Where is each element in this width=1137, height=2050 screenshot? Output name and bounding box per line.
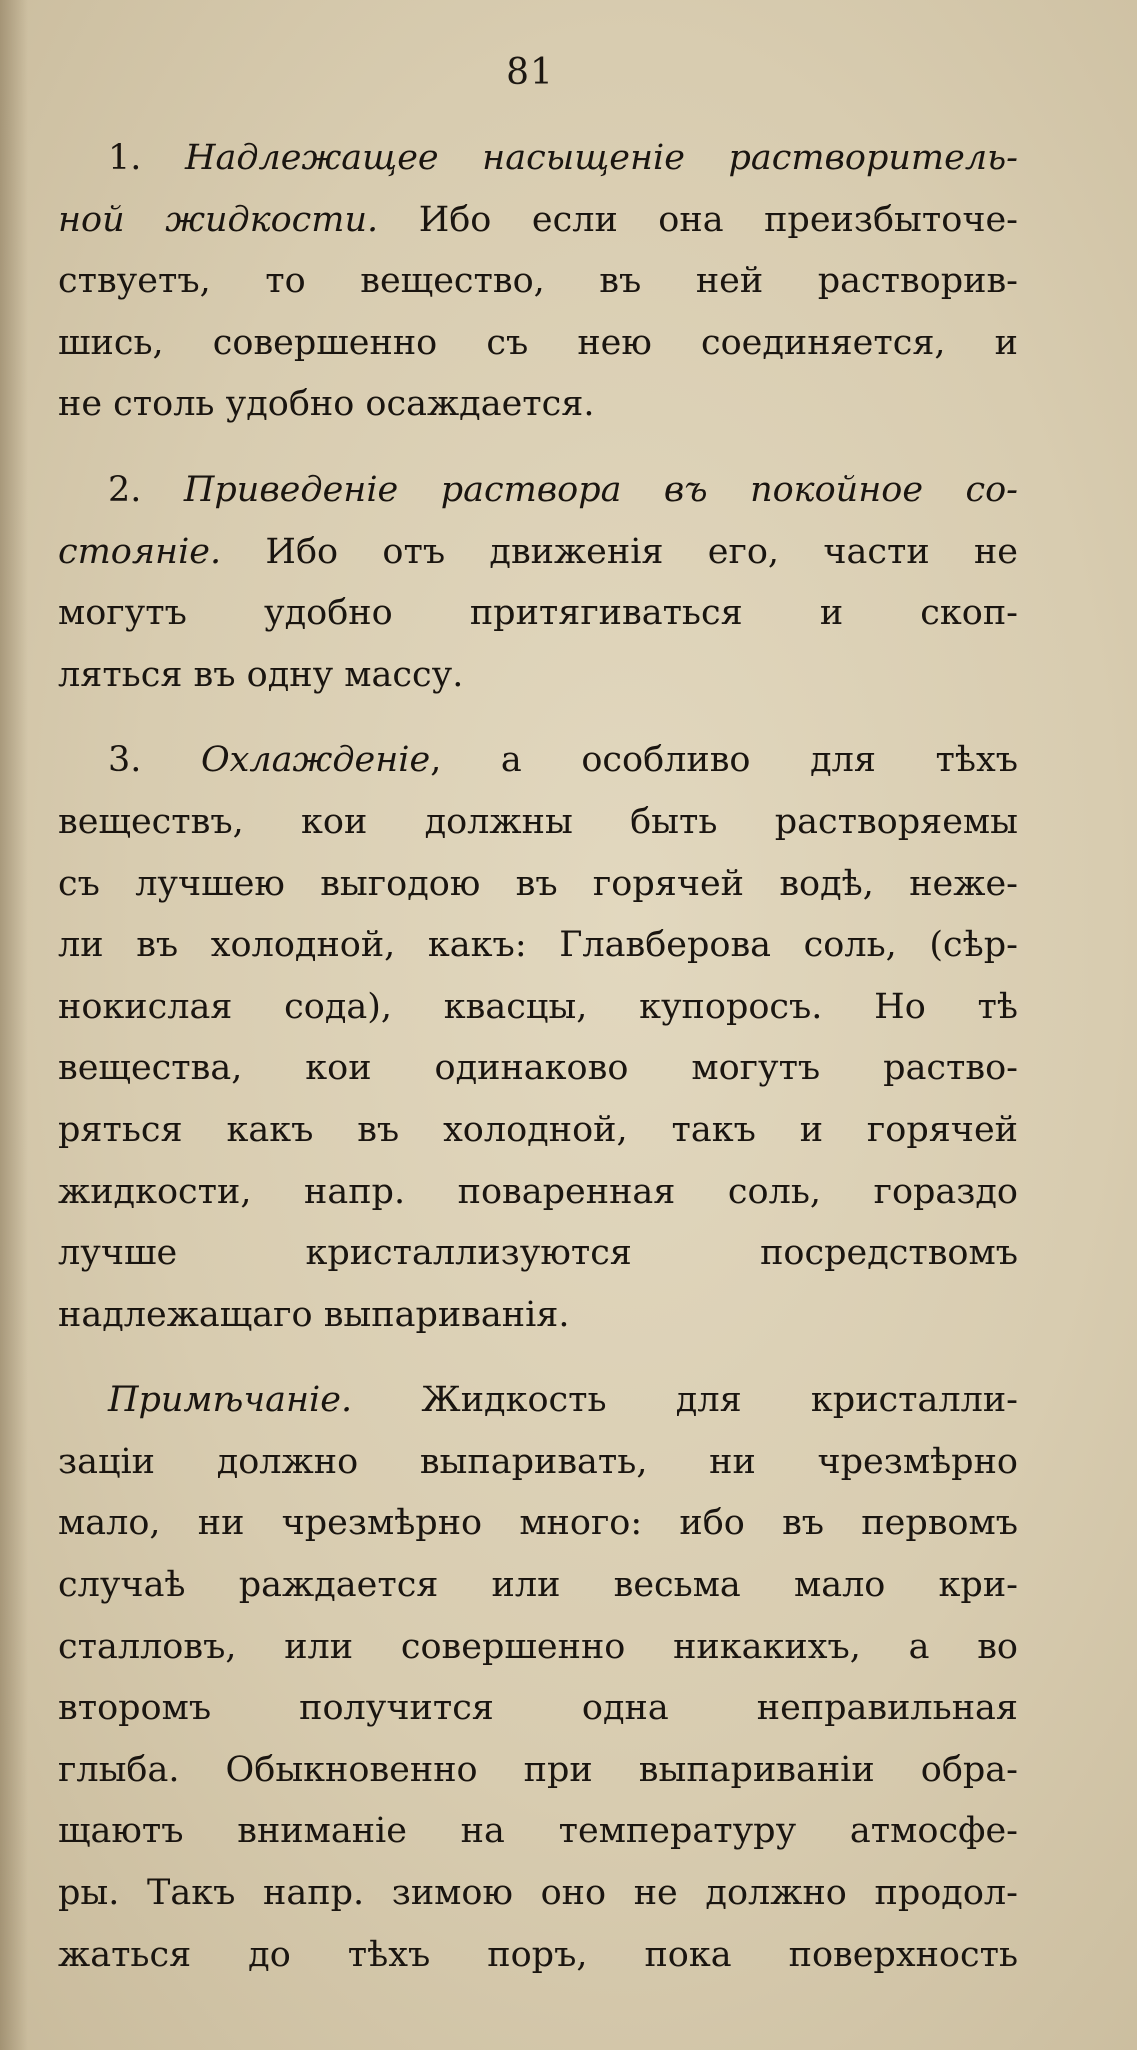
text-line: 2. Приведеніе раствора въ покойное со- [108, 469, 1018, 510]
text-line: мало, ни чрезмѣрно много: ибо въ первомъ [58, 1503, 1018, 1544]
text-line: 1. Надлежащее насыщеніе растворитель- [108, 138, 1018, 178]
text-line: лучше кристаллизуются посредствомъ [58, 1233, 1018, 1274]
text-line: жаться до тѣхъ поръ, пока поверхность [58, 1934, 1018, 1975]
paragraph-3 [58, 730, 1018, 1346]
text-line: ли въ холодной, какъ: Главберова соль, (сѣр- [58, 925, 1018, 966]
text-line: ляться въ одну массу. [58, 654, 464, 695]
text-line: нокислая сода), квасцы, купоросъ. Но тѣ [58, 986, 1018, 1027]
text-line: могутъ удобно притягиваться и скоп- [58, 593, 1018, 634]
text-line: случаѣ раждается или весьма мало кри- [58, 1565, 1018, 1606]
text-line: вещества, кои одинаково могутъ раство- [58, 1048, 1018, 1089]
text-line: не столь удобно осаждается. [58, 384, 595, 425]
text-line: ряться какъ въ холодной, такъ и горячей [58, 1109, 1018, 1150]
text-line: ной жидкости. Ибо если она преизбыточе- [58, 199, 1019, 240]
text-line: глыба. Обыкновенно при выпариваніи обра- [58, 1749, 1018, 1790]
text-line: веществъ, кои должны быть растворяемы [58, 801, 1018, 842]
text-line: 3. Охлажденіе, а особливо для тѣхъ [108, 740, 1018, 781]
page-edge-shadow [0, 0, 28, 2050]
text-line: второмъ получится одна неправильная [58, 1688, 1018, 1729]
text-line: надлежащаго выпариванія. [58, 1294, 570, 1335]
text-line: заціи должно выпаривать, ни чрезмѣрно [58, 1441, 1018, 1482]
text-line: съ лучшею выгодою въ горячей водѣ, неже- [58, 863, 1018, 904]
text-line: жидкости, напр. поваренная соль, гораздо [58, 1171, 1018, 1212]
text-line: сталловъ, или совершенно никакихъ, а во [58, 1626, 1018, 1667]
text-line: ствуетъ, то вещество, въ ней растворив- [58, 261, 1018, 302]
paragraph-2 [58, 460, 1018, 706]
text-line: шись, совершенно съ нею соединяется, и [58, 322, 1018, 363]
paragraph-note [58, 1370, 1018, 1986]
text-line: Примѣчаніе. Жидкость для кристалли- [108, 1380, 1018, 1421]
body-text [58, 128, 1018, 2010]
text-line: стояніе. Ибо отъ движенія его, части не [58, 531, 1018, 572]
text-line: щаютъ вниманіе на температуру атмосфе- [58, 1811, 1018, 1852]
paragraph-1 [58, 128, 1018, 436]
text-line: ры. Такъ напр. зимою оно не должно продол- [58, 1873, 1018, 1914]
page-number: 81 [506, 52, 554, 93]
